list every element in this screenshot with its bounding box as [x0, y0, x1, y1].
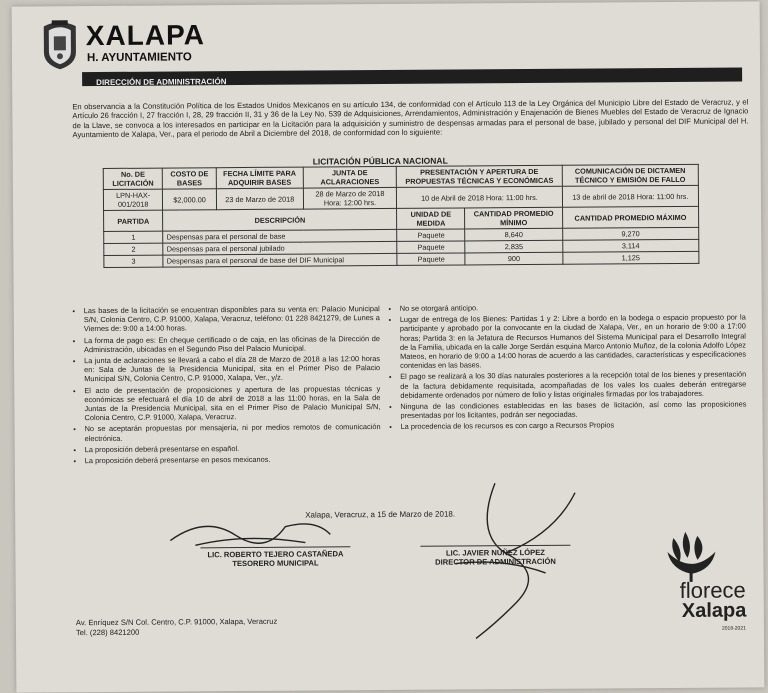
florece-years: 2018-2021 — [721, 625, 746, 632]
condition-item: • El acto de presentación de proposiciones y apertura de las propuestas técnicas y económicas se efectuará el día 10 de abril de 2018 a las 11:00 horas, en la Sala de Juntas de la Presidencia Municipal, sita en el Primer Piso de Palacio Municipal S/N, Colonia Centro, C.P. 91000, Xalapa, Veracruz. — [84, 384, 380, 423]
table-header: FECHA LÍMITE PARA ADQUIRIR BASES — [216, 167, 303, 189]
table-header: JUNTA DE ACLARACIONES — [303, 166, 397, 188]
condition-item: • El pago se realizará a los 30 días naturales posteriores a la recepción total de los bienes y presentación de la factura debidamente requisitada, acompañadas de los vales los cuales deberán entregarse debidamente ordenados por número de folio y listas originales firmadas por los trabajadores. — [400, 370, 746, 400]
signer-name: LIC. ROBERTO TEJERO CASTAÑEDA — [207, 549, 344, 560]
section-bar — [82, 68, 742, 87]
unit-cell: Paquete — [397, 253, 465, 265]
brand-subtitle: H. AYUNTAMIENTO — [86, 51, 192, 65]
min-cell: 8,640 — [465, 228, 562, 241]
min-cell: 900 — [465, 252, 562, 265]
condition-item: • La forma de pago es: En cheque certificado o de caja, en las oficinas de la Dirección de Administración, ubicadas en el Segundo Piso del Palacio Municipal. — [84, 334, 380, 354]
min-cell: 2,835 — [465, 240, 562, 253]
section-bar-label: DIRECCIÓN DE ADMINISTRACIÓN — [96, 77, 227, 88]
table-cell: 28 de Marzo de 2018 Hora: 12:00 hrs. — [303, 187, 397, 209]
conditions-columns — [74, 301, 750, 466]
brand-title: XALAPA — [85, 19, 205, 52]
footer-phone: Tel. (228) 8421200 — [75, 627, 140, 638]
description-cell: Despensas para el personal de base del DIF Municipal — [163, 253, 397, 267]
signature-block-treasurer — [175, 546, 375, 568]
table-header: COSTO DE BASES — [163, 168, 217, 189]
footer-address: Av. Enríquez S/N Col. Centro, C.P. 91000, Xalapa, Veracruz — [75, 616, 278, 628]
condition-item: • La proposición deberá presentarse en español. — [85, 443, 381, 454]
table-header: DESCRIPCIÓN — [163, 208, 397, 231]
left-conditions — [74, 304, 381, 467]
description-cell: Despensas para el personal de base — [163, 229, 397, 243]
condition-item: • Las bases de la licitación se encuentran disponibles para su venta en: Palacio Municipal S/N, Colonia Centro, C.P. 91000, Xalapa, Veracruz, teléfono: 01 228 8421279, de Lunes a Viernes de: 9:00 a 14:00 horas. — [84, 304, 380, 334]
partida-cell: 1 — [104, 231, 163, 243]
condition-item: • Ninguna de las condiciones establecidas en las bases de licitación, así como las proposiciones presentadas por los licitantes, podrán ser negociadas. — [400, 400, 746, 421]
condition-item: • No se otorgará anticipo. — [400, 302, 746, 314]
signature-line — [420, 545, 570, 547]
condition-item: • Lugar de entrega de los Bienes: Partidas 1 y 2: Libre a bordo en la bodega o espacio propuesto por la participante y aprobado por la convocante en la ciudad de Xalapa, Ver., en un horario de 9:00 a 17:00 horas; Partida 3: en la Jefatura de Recursos Humanos del Sistema Municipal para el Desarrollo Integral de la Familia, ubicada en la calle Jorge Serdán esquina Marco Antonio Muñoz, de la colonia Adolfo López Mateos, en horario de 9:00 a 14:00 horas de acuerdo a las cantidades, características y especificaciones contenidas en las bases. — [400, 313, 746, 371]
signer-title: DIRECTOR DE ADMINISTRACIÓN — [435, 556, 556, 567]
signer-title: TESORERO MUNICIPAL — [232, 558, 319, 569]
intro-paragraph: En observancia a la Constitución Política de los Estados Unidos Mexicanos en su artículo 134, de conformidad con el Artículo 113 de la Ley Orgánica del Municipio Libre del Estado de Veracruz, y el Artículo 26 fracción I, 27 fracción I, 28, 29 fracción II, 31 y 36 de la Ley No. 539 de Adquisiciones, Arrendamientos, Administración y Enajenación de Bienes Muebles del Estado de Veracruz de Ignacio de la Llave, se convoca a los interesados en participar en la Licitación para la adquisición y suministro de despensas armadas para el personal de base, jubilado y personal del DIF Municipal del H. Ayuntamiento de Xalapa, Ver., para el periodo de Abril a Diciembre del 2018, de conformidad con lo siguiente: — [72, 97, 749, 140]
florece-word: florece — [679, 577, 746, 603]
unit-cell: Paquete — [397, 229, 465, 241]
max-cell: 9,270 — [562, 227, 698, 240]
newspaper-sheet — [12, 1, 765, 692]
footer — [76, 617, 277, 638]
tender-table — [103, 164, 700, 268]
signature-block-director — [395, 545, 595, 567]
partida-cell: 2 — [104, 243, 163, 255]
condition-item: • La junta de aclaraciones se llevará a cabo el día 28 de Marzo de 2018 a las 12:00 horas en: Sala de Juntas de la Presidencia Municipal, sita en el Primer Piso de Palacio Municipal S/N, Colonia Centro, C.P. 91000, Xalapa, Ver., y/z. — [84, 354, 380, 384]
table-cell: 23 de Marzo de 2018 — [216, 188, 303, 210]
table-header: COMUNICACIÓN DE DICTAMEN TÉCNICO Y EMISIÓN DE FALLO — [562, 164, 698, 186]
condition-item: • La procedencia de los recursos es con cargo a Recursos Propios — [401, 420, 747, 432]
table-header: PRESENTACIÓN Y APERTURA DE PROPUESTAS TÉCNICAS Y ECONÓMICAS — [397, 165, 563, 187]
xalapa-crest-icon — [40, 18, 80, 70]
table-header: PARTIDA — [104, 210, 164, 231]
table-header: UNIDAD DE MEDIDA — [397, 208, 465, 229]
condition-item: • No se aceptarán propuestas por mensajería, ni por medios remotos de comunicación electrónica. — [85, 422, 381, 442]
condition-item: • La proposición deberá presentarse en pesos mexicanos. — [85, 454, 381, 465]
table-cell: $2,000.00 — [163, 189, 217, 210]
signature-line — [200, 546, 350, 548]
partida-cell: 3 — [104, 255, 163, 267]
dateline: Xalapa, Veracruz, a 15 de Marzo de 2018. — [305, 509, 456, 520]
table-cell: 10 de Abril de 2018 Hora: 11:00 hrs. — [397, 186, 563, 208]
max-cell: 1,125 — [563, 251, 699, 264]
right-conditions — [390, 302, 747, 434]
signer-name: LIC. JAVIER NÚÑEZ LÓPEZ — [445, 547, 545, 558]
description-cell: Despensas para el personal jubilado — [163, 241, 397, 255]
florece-city: Xalapa — [681, 599, 747, 622]
table-cell: LPN-HAX-001/2018 — [103, 189, 163, 210]
max-cell: 3,114 — [562, 239, 698, 252]
table-header: CANTIDAD PROMEDIO MÁXIMO — [562, 206, 698, 228]
unit-cell: Paquete — [397, 241, 465, 253]
table-header: CANTIDAD PROMEDIO MÍNIMO — [465, 207, 562, 229]
table-cell: 13 de abril de 2018 Hora: 11:00 hrs. — [562, 185, 698, 207]
table-caption: LICITACIÓN PÚBLICA NACIONAL — [312, 155, 448, 167]
table-header: No. DE LICITACIÓN — [103, 168, 163, 189]
